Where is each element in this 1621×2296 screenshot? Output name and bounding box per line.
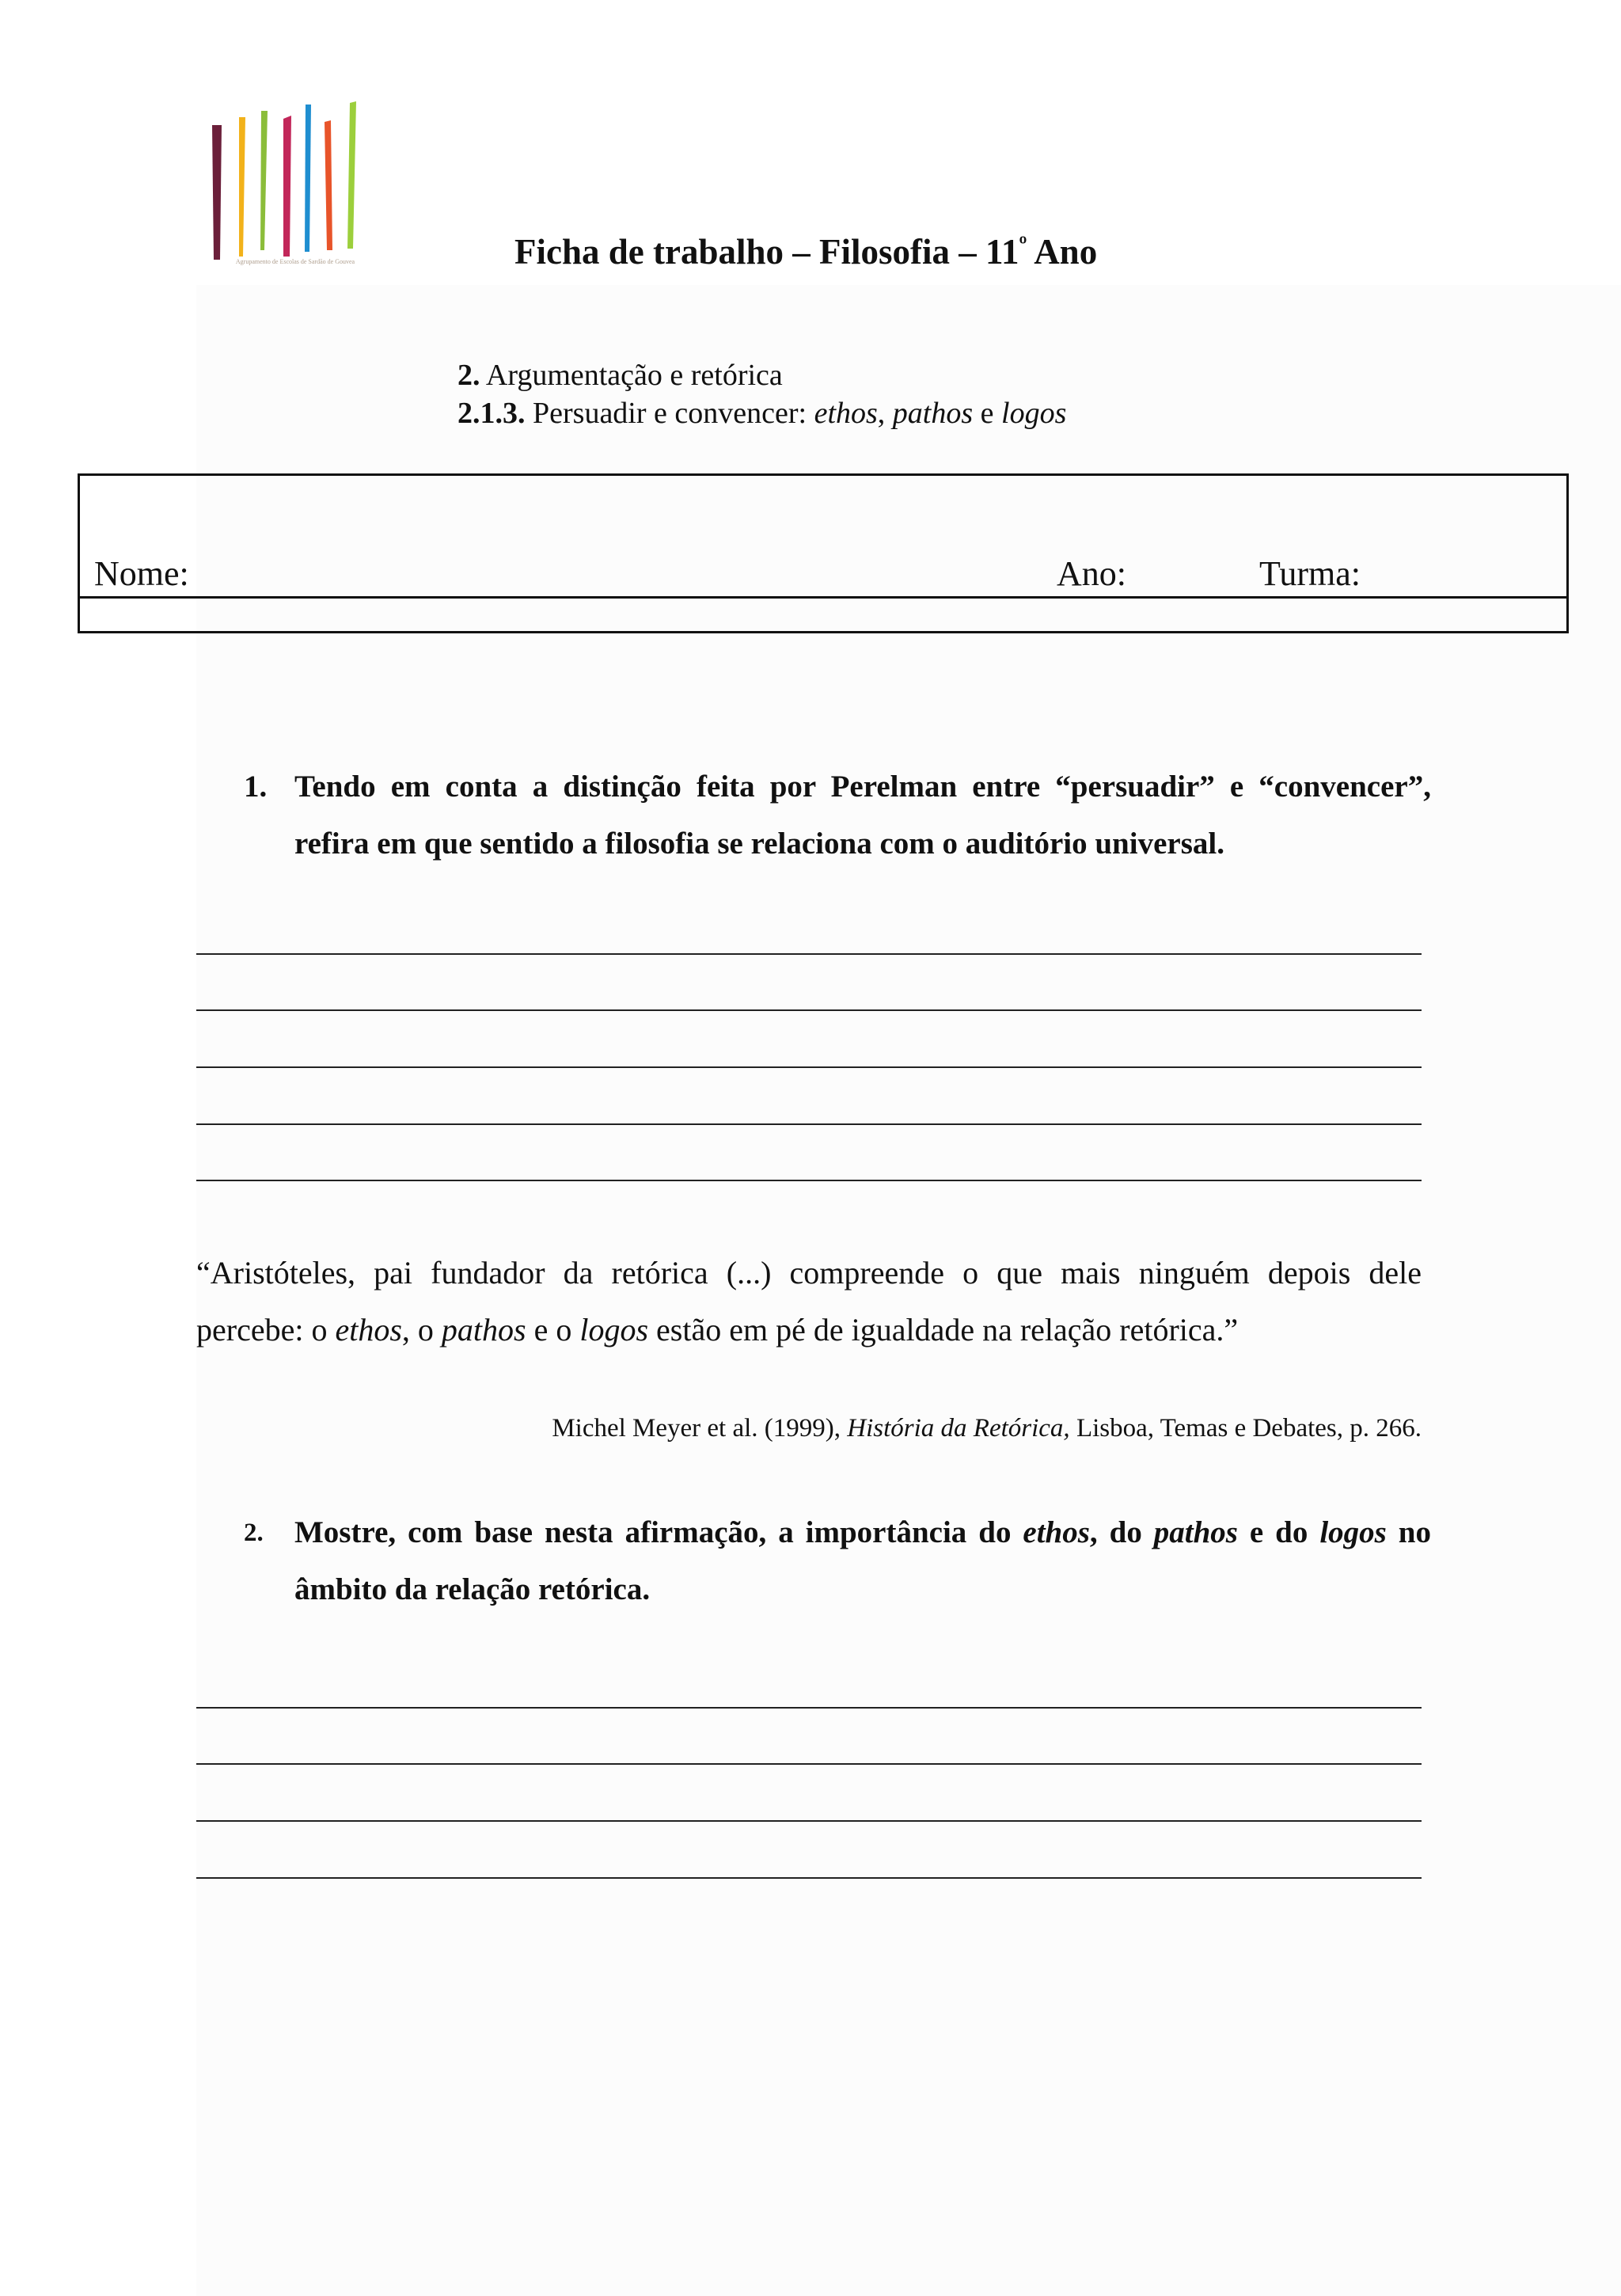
question-2-text: Mostre, com base nesta afirmação, a importância do ethos, do pathos e do logos no âmbito da relação retórica.	[294, 1515, 1431, 1606]
answer-line[interactable]	[196, 1180, 1422, 1181]
question-1	[244, 758, 1431, 877]
topic-line-1: 2. Argumentação e retórica	[457, 359, 783, 392]
class-label: Turma:	[1259, 554, 1361, 593]
school-logo	[198, 93, 396, 274]
quote-line-2: percebe: o ethos, o pathos e o logos estão em pé de igualdade na relação retórica.”	[196, 1312, 1239, 1348]
answer-line[interactable]	[196, 1009, 1422, 1011]
question-2-number: 2.	[244, 1519, 264, 1547]
topic-line-2: 2.1.3. Persuadir e convencer: ethos, pathos e logos	[457, 397, 1067, 430]
name-label: Nome:	[94, 554, 189, 593]
answer-line[interactable]	[196, 1707, 1422, 1709]
answer-line[interactable]	[196, 953, 1422, 955]
logo-stroke-7	[347, 101, 356, 249]
answer-line[interactable]	[196, 1763, 1422, 1765]
logo-caption: Agrupamento de Escolas de Sardão de Gouvea	[235, 258, 355, 265]
worksheet-title: Ficha de trabalho – Filosofia – $11^º$ Ano	[514, 232, 1098, 272]
logo-stroke-1	[212, 125, 222, 260]
question-1-text: Tendo em conta a distinção feita por Perelman entre “persuadir” e “convencer”, refira em que sentido a filosofia se relaciona com o auditório universal.	[294, 770, 1431, 861]
answer-line[interactable]	[196, 1066, 1422, 1068]
logo-stroke-5	[305, 105, 311, 252]
answer-line[interactable]	[196, 1820, 1422, 1822]
question-2	[244, 1504, 1431, 1623]
logo-stroke-2	[239, 117, 245, 257]
quote-line-1: “Aristóteles, pai fundador da retórica (...) compreende o que mais ninguém depois dele	[196, 1255, 1422, 1291]
logo-stroke-4	[283, 116, 291, 257]
quote-reference: Michel Meyer et al. (1999), História da Retórica, Lisboa, Temas e Debates, p. 266.	[552, 1414, 1422, 1443]
logo-stroke-3	[260, 111, 268, 250]
year-label: Ano:	[1057, 554, 1126, 593]
logo-stroke-6	[325, 120, 332, 250]
question-1-number: 1.	[244, 770, 268, 804]
id-box-divider	[80, 596, 1566, 599]
student-id-box	[78, 473, 1569, 633]
answer-line[interactable]	[196, 1877, 1422, 1879]
answer-line[interactable]	[196, 1123, 1422, 1125]
